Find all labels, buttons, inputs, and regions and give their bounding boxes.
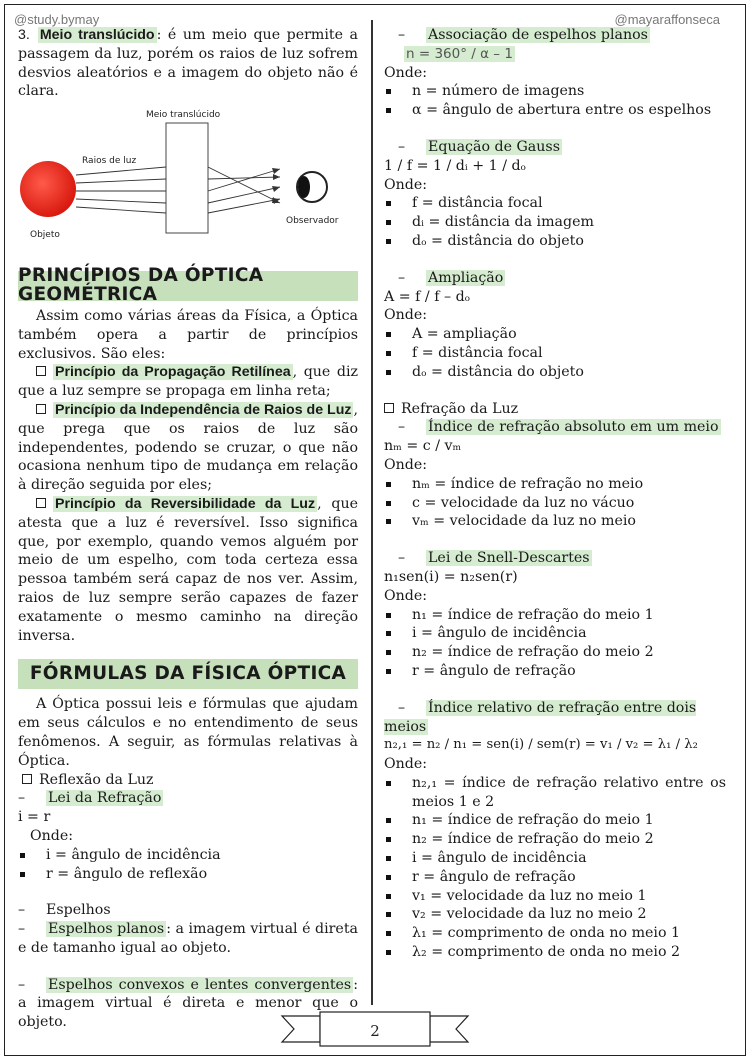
indice-rel-title: – Índice relativo de refração entre dois meios xyxy=(384,699,697,735)
formula-i-r: i = r xyxy=(18,809,51,826)
onde-label: Onde: xyxy=(30,827,74,844)
principles-intro: Assim como várias áreas da Física, a Óptica também opera a partir de princípios exclusivos. São eles: xyxy=(18,307,358,362)
page-number-ribbon xyxy=(280,1010,470,1048)
bullet-item: dₒ = distância do objeto xyxy=(384,363,726,382)
bullet-item: i = ângulo de incidência xyxy=(384,849,726,868)
bullet-item: α = ângulo de abertura entre os espelhos xyxy=(384,101,726,120)
snell-title: – Lei de Snell-Descartes xyxy=(398,550,590,567)
checkbox-square-icon xyxy=(22,774,32,784)
onde-label: Onde: xyxy=(384,176,428,193)
bullet-item: i = ângulo de incidência xyxy=(18,846,358,865)
principle-2: Princípio da Independência de Raios de Luz , que prega que os raios de luz são independentes, podendo se cruzar, o que não ocasiona nenhum tipo de mudança em relação à direção seguida por eles; xyxy=(18,401,358,494)
label-medium: Meio translúcido xyxy=(146,110,221,121)
observer-eye-icon xyxy=(297,172,327,202)
onde-label: Onde: xyxy=(384,587,428,604)
indice-rel-formula: n₂,₁ = n₂ / n₁ = sen(i) / sem(r) = v₁ / v₂ = λ₁ / λ₂ xyxy=(384,737,698,753)
page-number: 2 xyxy=(370,1022,380,1040)
bullet-item: f = distância focal xyxy=(384,194,726,213)
lei-refracao-title: – Lei da Refração xyxy=(18,790,162,807)
label-rays: Raios de luz xyxy=(82,156,137,167)
checkbox-square-icon xyxy=(36,404,46,414)
bullet-item: n₂ = índice de refração do meio 2 xyxy=(384,830,726,849)
bullet-item: r = ângulo de refração xyxy=(384,662,726,681)
snell-formula: n₁sen(i) = n₂sen(r) xyxy=(384,568,518,585)
onde-label: Onde: xyxy=(384,456,428,473)
espelhos-title: – Espelhos xyxy=(18,902,111,919)
principle-1: Princípio da Propagação Retilínea , que diz que a luz sempre se propaga em linha reta; xyxy=(18,364,358,400)
subsection-reflexao: Reflexão da Luz xyxy=(18,771,358,790)
onde-label: Onde: xyxy=(384,64,428,81)
bullet-item: n₁ = índice de refração do meio 1 xyxy=(384,606,726,625)
section-heading-principles: PRINCÍPIOS DA ÓPTICA GEOMÉTRICA xyxy=(18,271,358,301)
ampl-title: – Ampliação xyxy=(398,269,504,286)
bullet-item: A = ampliação xyxy=(384,325,726,344)
checkbox-square-icon xyxy=(36,498,46,508)
bullet-item: λ₁ = comprimento de onda no meio 1 xyxy=(384,924,726,943)
bullet-item: r = ângulo de refração xyxy=(384,868,726,887)
gauss-title: – Equação de Gauss xyxy=(398,138,560,155)
formulas-intro: A Óptica possui leis e fórmulas que ajudam em seus cálculos e no entendimento de seus fenômenos. A seguir, as fórmulas relativas à Óptica. xyxy=(18,696,358,769)
indice-abs-formula: nₘ = c / vₘ xyxy=(384,438,462,455)
checkbox-square-icon xyxy=(36,366,46,376)
object-circle xyxy=(20,161,76,217)
indice-abs-title: – Índice de refração absoluto em um meio xyxy=(398,419,719,436)
label-observer: Observador xyxy=(286,216,339,227)
left-column xyxy=(18,26,358,1032)
bullet-item: v₁ = velocidade da luz no meio 1 xyxy=(384,887,726,906)
bullet-item: vₘ = velocidade da luz no meio xyxy=(384,512,726,531)
bullet-item: n₂,₁ = índice de refração relativo entre os meios 1 e 2 xyxy=(384,774,726,812)
author-handle-right: @mayaraffonseca xyxy=(614,12,720,27)
bullet-item: v₂ = velocidade da luz no meio 2 xyxy=(384,905,726,924)
espelhos-planos: – Espelhos planos : a imagem virtual é direta e de tamanho igual ao objeto. xyxy=(18,921,358,956)
principle-3: Princípio da Reversibilidade da Luz , que atesta que a luz é reversível. Isso significa que, por exemplo, quando vemos alguém por meio de um espelho, com toda certeza essa pessoa também será capaz de nos ver. Assim, raios de luz sempre serão capazes de fazer exatamente o mesmo caminho na direção inversa. xyxy=(18,495,358,644)
bullet-item: n₂ = índice de refração do meio 2 xyxy=(384,643,726,662)
espelhos-convexos: – Espelhos convexos e lentes convergentes : a imagem virtual é direta e menor que o objeto. xyxy=(18,976,358,1031)
gauss-formula: 1 / f = 1 / dᵢ + 1 / dₒ xyxy=(384,157,527,174)
translucent-medium-diagram xyxy=(18,107,358,247)
bullet-item: i = ângulo de incidência xyxy=(384,624,726,643)
term-translucent: Meio translúcido xyxy=(39,27,155,43)
bullet-item: c = velocidade da luz no vácuo xyxy=(384,494,726,513)
section-heading-formulas: FÓRMULAS DA FÍSICA ÓPTICA xyxy=(18,659,358,689)
translucent-block xyxy=(166,123,208,233)
right-column xyxy=(384,26,726,962)
ampl-formula: A = f / f – dₒ xyxy=(384,288,471,305)
bullet-item: f = distância focal xyxy=(384,344,726,363)
label-object: Objeto xyxy=(30,230,60,241)
assoc-formula: n = 360° / α – 1 xyxy=(406,45,513,62)
bullet-item: dₒ = distância do objeto xyxy=(384,232,726,251)
refracao-title: Refração da Luz xyxy=(384,400,726,419)
checkbox-square-icon xyxy=(384,403,394,413)
item-translucent-medium: 3. Meio translúcido : é um meio que permite a passagem da luz, porém os raios de luz sofrem desvios aleatórios e a imagem do objeto não é clara. xyxy=(18,27,358,100)
onde-label: Onde: xyxy=(384,756,428,773)
column-divider xyxy=(371,20,373,1005)
bullet-item: dᵢ = distância da imagem xyxy=(384,213,726,232)
bullet-item: r = ângulo de reflexão xyxy=(18,865,358,884)
bullet-item: n = número de imagens xyxy=(384,82,726,101)
onde-label: Onde: xyxy=(384,307,428,324)
author-handle-left: @study.bymay xyxy=(14,12,100,27)
bullet-item: nₘ = índice de refração no meio xyxy=(384,475,726,494)
bullet-item: λ₂ = comprimento de onda no meio 2 xyxy=(384,943,726,962)
bullet-item: n₁ = índice de refração do meio 1 xyxy=(384,811,726,830)
assoc-title: – Associação de espelhos planos xyxy=(398,27,648,43)
